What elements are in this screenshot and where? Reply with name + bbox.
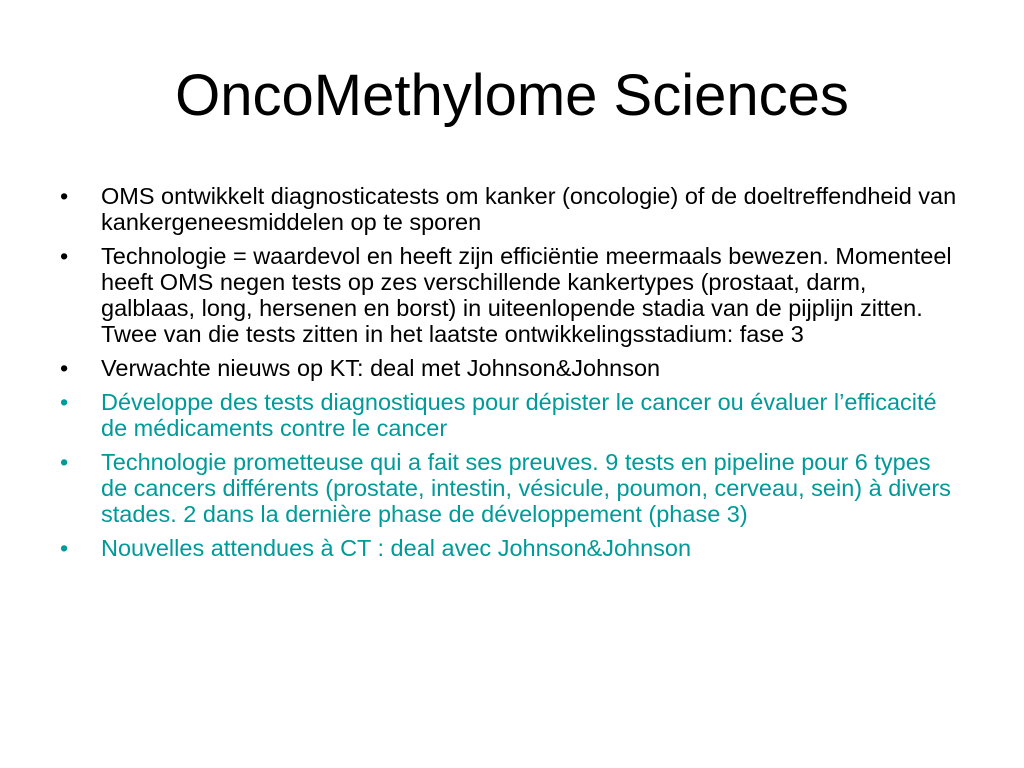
bullet-text: Développe des tests diagnostiques pour dépister le cancer ou évaluer l’efficacité de médicaments contre le cancer [101, 389, 937, 441]
bullet-marker: • [60, 355, 69, 381]
slide-title: OncoMethylome Sciences [175, 63, 849, 128]
bullet-marker: • [60, 243, 69, 269]
bullet-text: Technologie = waardevol en heeft zijn efficiëntie meermaals bewezen. Momenteel heeft OMS negen tests op zes verschillende kankertypes (prostaat, darm, galblaas, long, hersenen en borst) in uiteenlopende stadia van de pijplijn zitten. Twee van die tests zitten in het laatste ontwikkelingsstadium: fase 3 [101, 243, 952, 347]
bullet-marker: • [60, 389, 69, 415]
bullet-marker: • [60, 449, 69, 475]
bullet-text: Verwachte nieuws op KT: deal met Johnson&Johnson [101, 355, 661, 381]
bullet-marker: • [60, 535, 69, 561]
bullet-text: Nouvelles attendues à CT : deal avec Johnson&Johnson [101, 535, 692, 561]
bullet-text: Technologie prometteuse qui a fait ses preuves. 9 tests en pipeline pour 6 types de cancers différents (prostate, intestin, vésicule, poumon, cerveau, sein) à divers stades. 2 dans la dernière phase de développement (phase 3) [101, 449, 951, 527]
bullet-item-3 [60, 355, 960, 381]
bullet-item-2 [60, 243, 960, 347]
bullet-text: OMS ontwikkelt diagnosticatests om kanker (oncologie) of de doeltreffendheid van kankergeneesmiddelen op te sporen [101, 183, 957, 235]
bullet-list [60, 183, 960, 569]
bullet-item-1 [60, 183, 960, 235]
bullet-item-4 [60, 389, 960, 441]
bullet-item-6 [60, 535, 960, 561]
bullet-item-5 [60, 449, 960, 527]
bullet-marker: • [60, 183, 69, 209]
